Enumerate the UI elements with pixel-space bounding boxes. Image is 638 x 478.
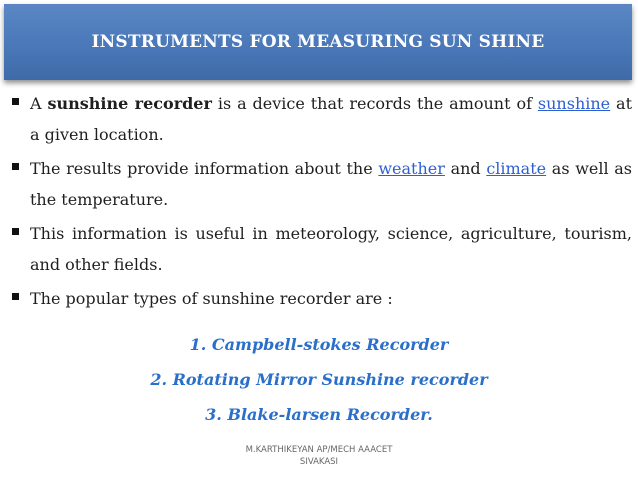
bullet-item (12, 88, 632, 150)
bullet-text: A (30, 94, 48, 113)
square-bullet-icon (12, 98, 19, 105)
square-bullet-icon (12, 163, 19, 170)
recorder-type-item: 2. Rotating Mirror Sunshine recorder (150, 370, 488, 389)
square-bullet-icon (12, 293, 19, 300)
recorder-types-list (0, 327, 638, 432)
bullet-text: is a device that records the amount of (211, 94, 538, 113)
bullet-text: This information is useful in meteorology, science, agriculture, tourism, and other fields. (30, 224, 632, 274)
climate-link[interactable]: climate (486, 159, 547, 178)
bold-term: sunshine recorder (47, 94, 212, 113)
bullet-text: and (444, 159, 487, 178)
footer-location: SIVAKASI (299, 457, 339, 467)
bullet-item (12, 218, 632, 280)
recorder-type-item: 1. Campbell-stokes Recorder (189, 335, 449, 354)
title-banner (4, 4, 632, 80)
recorder-type-item: 3. Blake-larsen Recorder. (205, 405, 433, 424)
square-bullet-icon (12, 228, 19, 235)
bullet-text: The popular types of sunshine recorder are : (30, 289, 393, 308)
slide-title: INSTRUMENTS FOR MEASURING SUN SHINE (91, 32, 545, 52)
bullet-item (12, 283, 632, 314)
footer (0, 444, 638, 468)
footer-author: M.KARTHIKEYAN AP/MECH AAACET (245, 445, 393, 455)
bullet-list (12, 88, 632, 317)
sunshine-link[interactable]: sunshine (537, 94, 611, 113)
bullet-item (12, 153, 632, 215)
bullet-text: The results provide information about the (30, 159, 379, 178)
weather-link[interactable]: weather (378, 159, 445, 178)
bullet-text: as well as the temperature. (30, 159, 632, 209)
bullet-text: at a given location. (30, 94, 633, 144)
